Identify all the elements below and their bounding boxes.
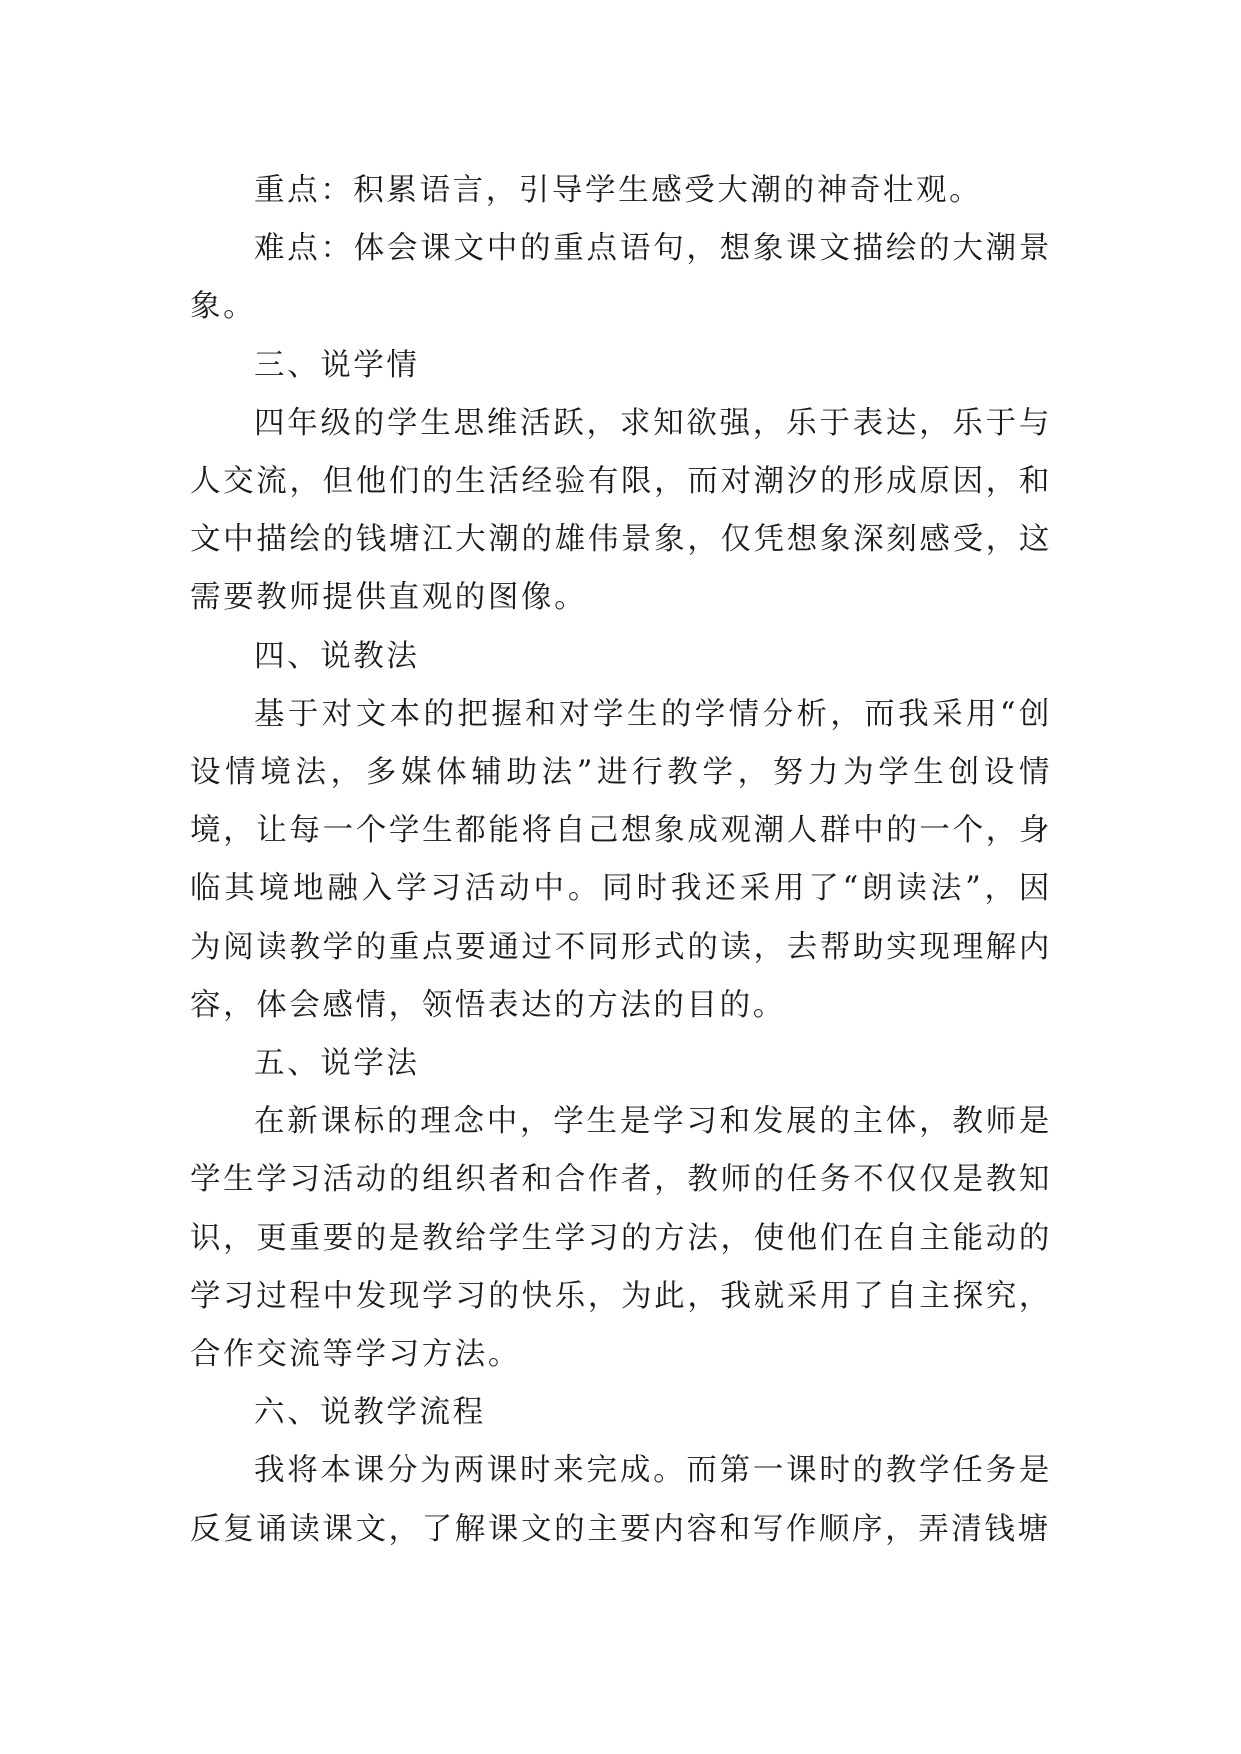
key-point-paragraph: 重点：积累语言，引导学生感受大潮的神奇壮观。: [254, 173, 983, 208]
teaching-method-paragraph: 基于对文本的把握和对学生的学情分析，而我采用“创设情境法，多媒体辅助法”进行教学，努力为学生创设情境，让每一个学生都能将自己想象成观潮人群中的一个，身临其境地融入学习活动中。同时我还采用了“朗读法”，因为阅读教学的重点要通过不同形式的读，去帮助实现理解内容，体会感情，领悟表达的方法的目的。: [190, 696, 1052, 1023]
section-heading-teaching-method: 四、说教法: [254, 638, 420, 674]
section-heading-learning-method: 五、说学法: [254, 1046, 420, 1082]
section-heading-teaching-process: 六、说教学流程: [254, 1395, 486, 1431]
difficulty-paragraph: 难点：体会课文中的重点语句，想象课文描绘的大潮景象。: [190, 231, 1052, 325]
student-analysis-paragraph: 四年级的学生思维活跃，求知欲强，乐于表达，乐于与人交流，但他们的生活经验有限，而对潮汐的形成原因，和文中描绘的钱塘江大潮的雄伟景象，仅凭想象深刻感受，这需要教师提供直观的图像。: [190, 405, 1052, 616]
learning-method-paragraph: 在新课标的理念中，学生是学习和发展的主体，教师是学生学习活动的组织者和合作者，教师的任务不仅仅是教知识，更重要的是教给学生学习的方法，使他们在自主能动的学习过程中发现学习的快乐，为此，我就采用了自主探究，合作交流等学习方法。: [190, 1104, 1052, 1373]
document-page: [190, 162, 1052, 1559]
teaching-process-paragraph: 我将本课分为两课时来完成。而第一课时的教学任务是反复诵读课文，了解课文的主要内容和写作顺序，弄清钱塘: [190, 1453, 1052, 1547]
section-heading-student-analysis: 三、说学情: [254, 347, 420, 383]
